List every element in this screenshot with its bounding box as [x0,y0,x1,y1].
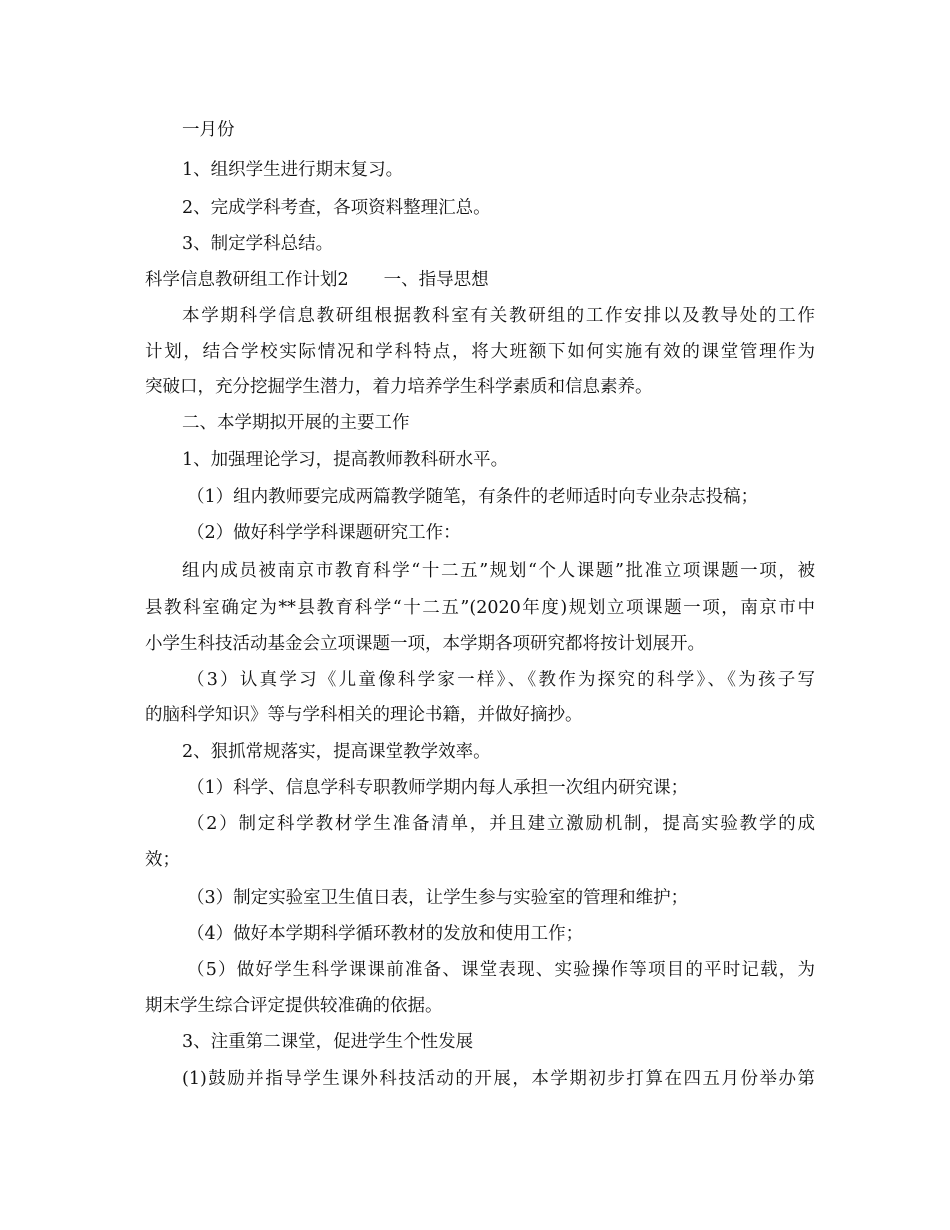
paragraph-line: （3）认真学习《儿童像科学家一样》、《教作为探究的科学》、《为孩子写 [187,670,815,690]
list-item: 3、制定学科总结。 [182,234,334,254]
paragraph-line: 小学生科技活动基金会立项课题一项，本学期各项研究都将按计划展开。 [145,634,705,654]
paragraph-line: (1)鼓励并指导学生课外科技活动的开展，本学期初步打算在四五月份举办第 [182,1069,815,1089]
paragraph-line: 计划，结合学校实际情况和学科特点，将大班额下如何实施有效的课堂管理作为 [145,342,815,362]
list-item: 2、狠抓常规落实，提高课堂教学效率。 [182,742,491,762]
heading-january: 一月份 [182,120,235,140]
paragraph-line: 期末学生综合评定提供较准确的依据。 [145,996,443,1016]
paragraph-line: （2）制定科学教材学生准备清单，并且建立激励机制，提高实验教学的成 [187,814,815,834]
paragraph-line: （5）做好学生科学课课前准备、课堂表现、实验操作等项目的平时记载，为 [187,960,815,980]
paragraph-line: 本学期科学信息教研组根据教科室有关教研组的工作安排以及教导处的工作 [182,306,815,326]
section-title: 科学信息教研组工作计划2 一、指导思想 [145,270,489,290]
list-item: 2、完成学科考查，各项资料整理汇总。 [182,198,491,218]
paragraph-line: 突破口，充分挖掘学生潜力，着力培养学生科学素质和信息素养。 [145,377,653,397]
list-item: （4）做好本学期科学循环教材的发放和使用工作； [187,924,584,944]
paragraph-line: 效； [145,850,180,870]
paragraph-line: 组内成员被南京市教育科学“十二五”规划“个人课题”批准立项课题一项，被 [182,561,815,581]
list-item: （1）组内教师要完成两篇教学随笔，有条件的老师适时向专业杂志投稿； [187,487,759,507]
list-item: （3）制定实验室卫生值日表，让学生参与实验室的管理和维护； [187,888,689,908]
paragraph-line: 的脑科学知识》等与学科相关的理论书籍，并做好摘抄。 [145,705,583,725]
list-item: 1、组织学生进行期末复习。 [182,160,404,180]
list-item: 3、注重第二课堂，促进学生个性发展 [182,1032,474,1052]
list-item: （2）做好科学学科课题研究工作： [187,523,461,543]
section-heading: 二、本学期拟开展的主要工作 [182,413,410,433]
list-item: （1）科学、信息学科专职教师学期内每人承担一次组内研究课； [187,778,689,798]
paragraph-line: 县教科室确定为**县教育科学“十二五”(2020年度)规划立项课题一项，南京市中 [145,598,815,618]
list-item: 1、加强理论学习，提高教师教科研水平。 [182,450,509,470]
